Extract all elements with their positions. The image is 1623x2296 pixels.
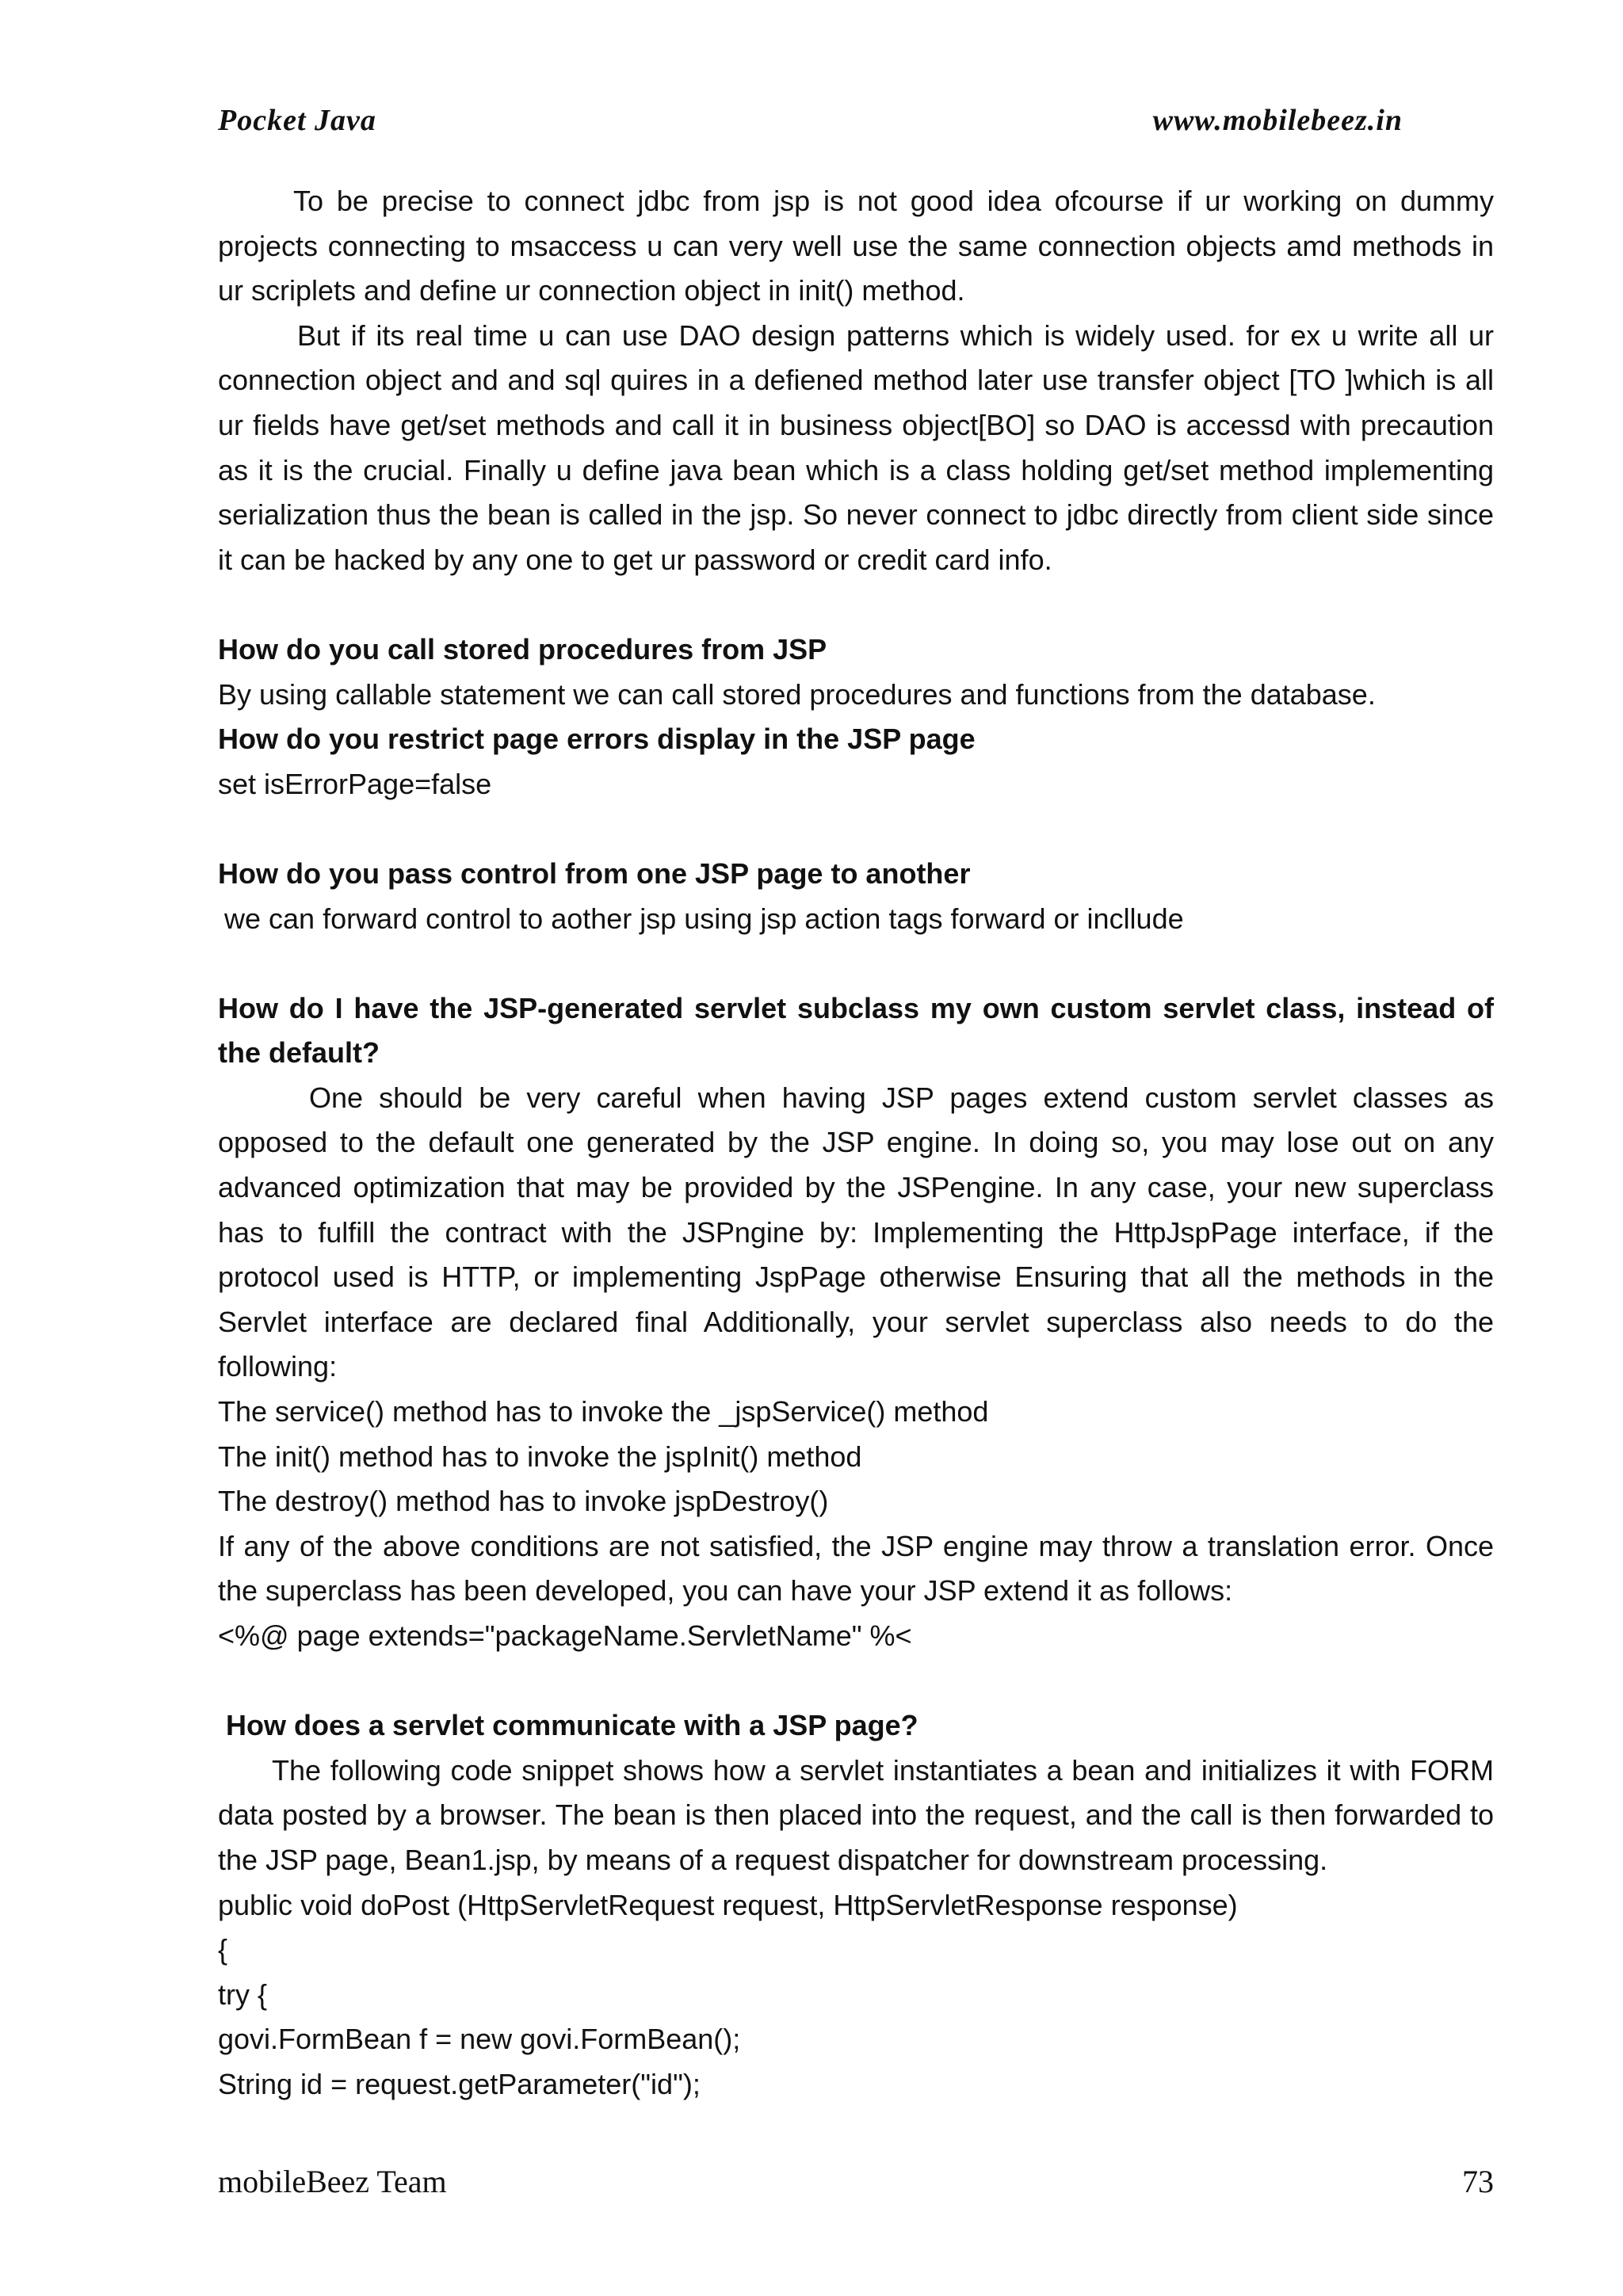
- question-heading: How do you pass control from one JSP page to another: [218, 856, 971, 890]
- code-line: {: [218, 1933, 228, 1966]
- code-line: public void doPost (HttpServletRequest request, HttpServletResponse response): [218, 1888, 1238, 1921]
- blank-line: [218, 582, 1494, 627]
- footer-team: mobileBeez Team: [218, 2164, 447, 2199]
- blank-line: [218, 1659, 1494, 1704]
- list-line: The service() method has to invoke the _jspService() method: [218, 1395, 989, 1428]
- question-heading: How do you restrict page errors display in the JSP page: [218, 723, 976, 756]
- answer-text: If any of the above conditions are not satisfied, the JSP engine may throw a translation error. Once the superclass has been developed, you can have your JSP extend it as follows:: [218, 1529, 1494, 1608]
- paragraph: To be precise to connect jdbc from jsp is not good idea ofcourse if ur working on dummy projects connecting to msaccess u can very well use the same connection objects amd methods in ur scriplets and define ur connection object in init() method.: [218, 185, 1494, 307]
- page-body: [218, 179, 1494, 2107]
- code-line: <%@ page extends="packageName.ServletName" %<: [218, 1619, 912, 1652]
- question-heading: How does a servlet communicate with a JSP page?: [226, 1709, 918, 1742]
- answer-text: set isErrorPage=false: [218, 767, 492, 800]
- code-line: try {: [218, 1978, 268, 2011]
- answer-text: we can forward control to aother jsp using jsp action tags forward or incllude: [224, 902, 1184, 935]
- code-line: String id = request.getParameter("id");: [218, 2067, 701, 2100]
- page-footer: [218, 2163, 1494, 2210]
- header-book-title: Pocket Java: [218, 104, 376, 137]
- list-line: The destroy() method has to invoke jspDestroy(): [218, 1485, 829, 1518]
- code-line: govi.FormBean f = new govi.FormBean();: [218, 2023, 741, 2056]
- list-line: The init() method has to invoke the jspInit() method: [218, 1440, 862, 1473]
- page-number: 73: [1462, 2164, 1494, 2199]
- answer-text: The following code snippet shows how a servlet instantiates a bean and initializes it with FORM data posted by a browser. The bean is then placed into the request, and the call is then forwarded to the JSP page, Bean1.jsp, by means of a request dispatcher for downstream processing.: [218, 1753, 1494, 1876]
- answer-text: By using callable statement we can call stored procedures and functions from the database.: [218, 677, 1376, 711]
- question-heading: How do you call stored procedures from JSP: [218, 632, 827, 666]
- answer-text: One should be very careful when having JSP pages extend custom servlet classes as opposed to the default one generated by the JSP engine. In doing so, you may lose out on any advanced optimization that may be provided by the JSPengine. In any case, your new superclass has to fulfill the contract with the JSPngine by: Implementing the HttpJspPage interface, if the protocol used is HTTP, or implementing JspPage otherwise Ensuring that all the methods in the Servlet interface are declared final Additionally, your servlet superclass also needs to do the following:: [218, 1081, 1494, 1383]
- page-header: [218, 103, 1403, 151]
- paragraph: But if its real time u can use DAO design patterns which is widely used. for ex u write all ur connection object and and sql quires in a defiened method later use transfer object [TO ]which is all ur fields have get/set methods and call it in business object[BO] so DAO is accessd with precaution as it is the crucial. Finally u define java bean which is a class holding get/set method implementing serialization thus the bean is called in the jsp. So never connect to jdbc directly from client side since it can be hacked by any one to get ur password or credit card info.: [218, 318, 1494, 576]
- blank-line: [218, 807, 1494, 852]
- question-heading: How do I have the JSP-generated servlet subclass my own custom servlet class, instead of the default?: [218, 991, 1494, 1070]
- header-website: www.mobilebeez.in: [1152, 104, 1403, 137]
- blank-line: [218, 941, 1494, 986]
